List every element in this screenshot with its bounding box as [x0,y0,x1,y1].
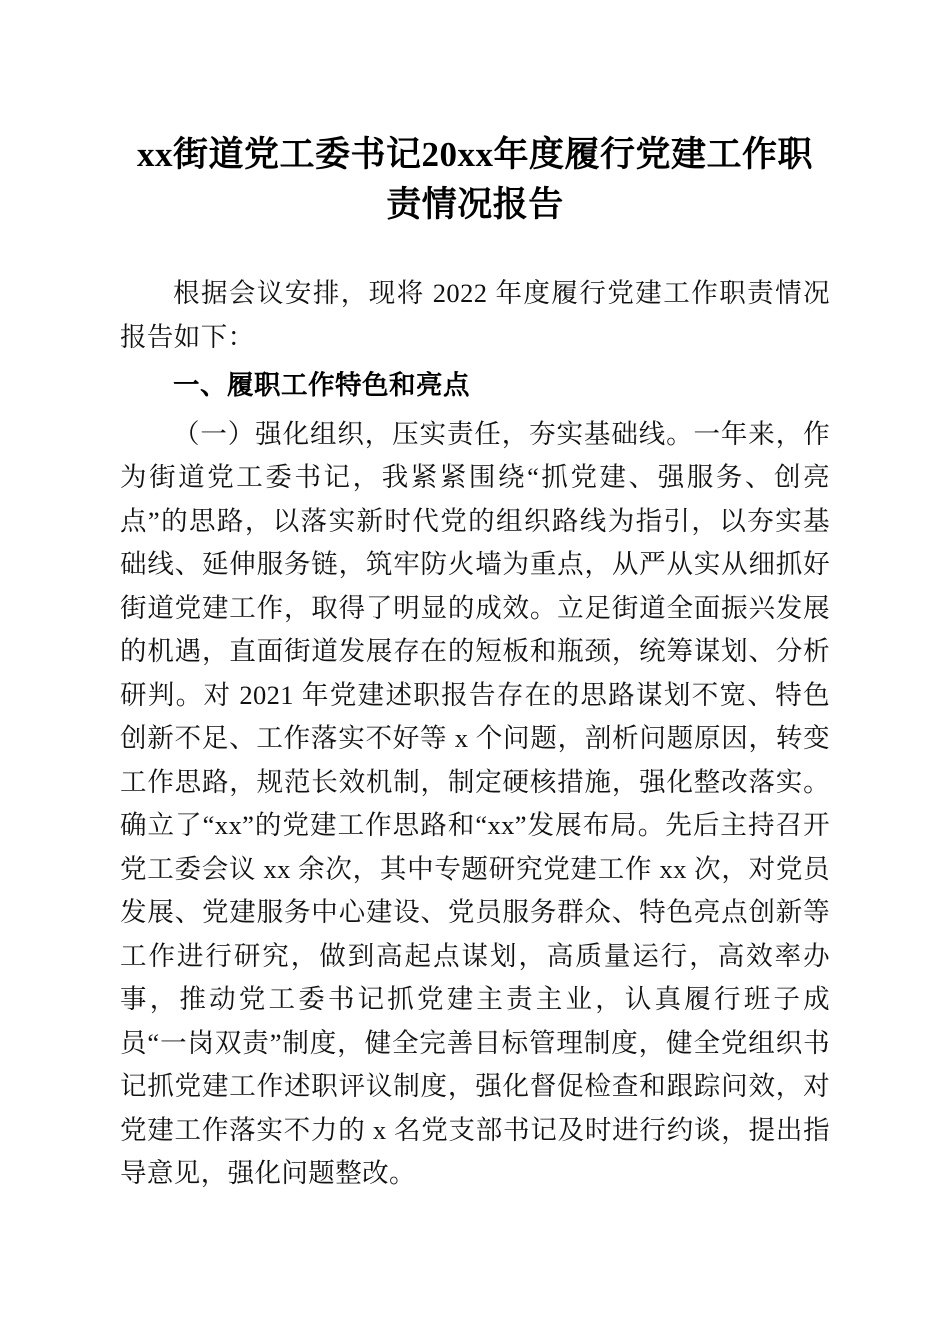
page-title: xx街道党工委书记20xx年度履行党建工作职责情况报告 [136,135,813,224]
section-heading-1: 一、履职工作特色和亮点 [173,370,470,400]
section-1-1-paragraph: （一）强化组织，压实责任，夯实基础线。一年来，作为街道党工委书记，我紧紧围绕“抓党建、强服务、创亮点”的思路，以落实新时代党的组织路线为指引，以夯实基础线、延伸服务链，筑牢防火墙为重点，从严从实从细抓好街道党建工作，取得了明显的成效。立足街道全面振兴发展的机遇，直面街道发展存在的短板和瓶颈，统筹谋划、分析研判。对 2021 年党建述职报告存在的思路谋划不宽、特色创新不足、工作落实不好等 x 个问题，剖析问题原因，转变工作思路，规范长效机制，制定硬核措施，强化整改落实。确立了“xx”的党建工作思路和“xx”发展布局。先后主持召开党工委会议 xx 余次，其中专题研究党建工作 xx 次，对党员发展、党建服务中心建设、党员服务群众、特色亮点创新等工作进行研究，做到高起点谋划，高质量运行，高效率办事，推动党工委书记抓党建主责主业，认真履行班子成员“一岗双责”制度，健全完善目标管理制度，健全党组织书记抓党建工作述职评议制度，强化督促检查和跟踪问效，对党建工作落实不力的 x 名党支部书记及时进行约谈，提出指导意见，强化问题整改。 [120,418,830,1188]
intro-paragraph: 根据会议安排，现将 2022 年度履行党建工作职责情况报告如下： [120,278,830,352]
title-spacer [120,230,830,272]
document-body [120,0,830,1196]
